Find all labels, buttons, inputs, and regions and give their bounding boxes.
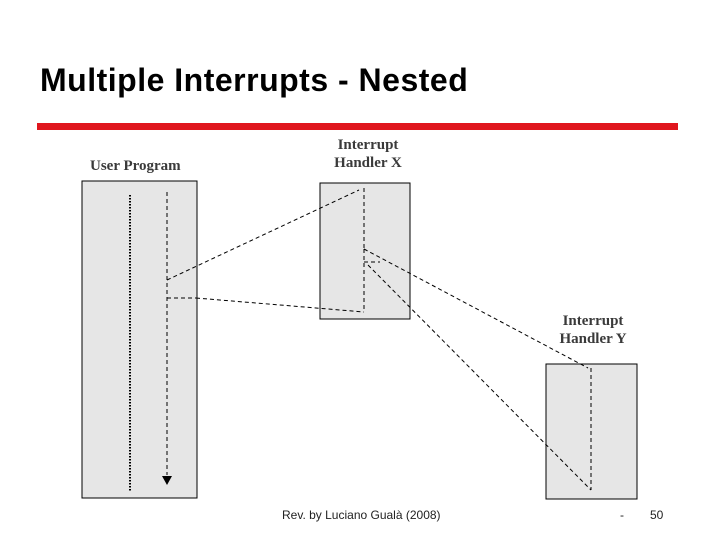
user-program-label: User Program [90, 158, 181, 174]
slide-footer: Rev. by Luciano Gualà (2008) [282, 508, 441, 522]
handler-y-label: Interrupt Handler Y [559, 313, 627, 347]
slide-title: Multiple Interrupts - Nested [40, 62, 469, 98]
handler-x-box [320, 183, 410, 319]
handler-x-label: Interrupt Handler X [334, 137, 402, 171]
user-program-box [82, 181, 197, 498]
page-number: 50 [650, 508, 664, 522]
page-number-separator: - [620, 508, 624, 522]
